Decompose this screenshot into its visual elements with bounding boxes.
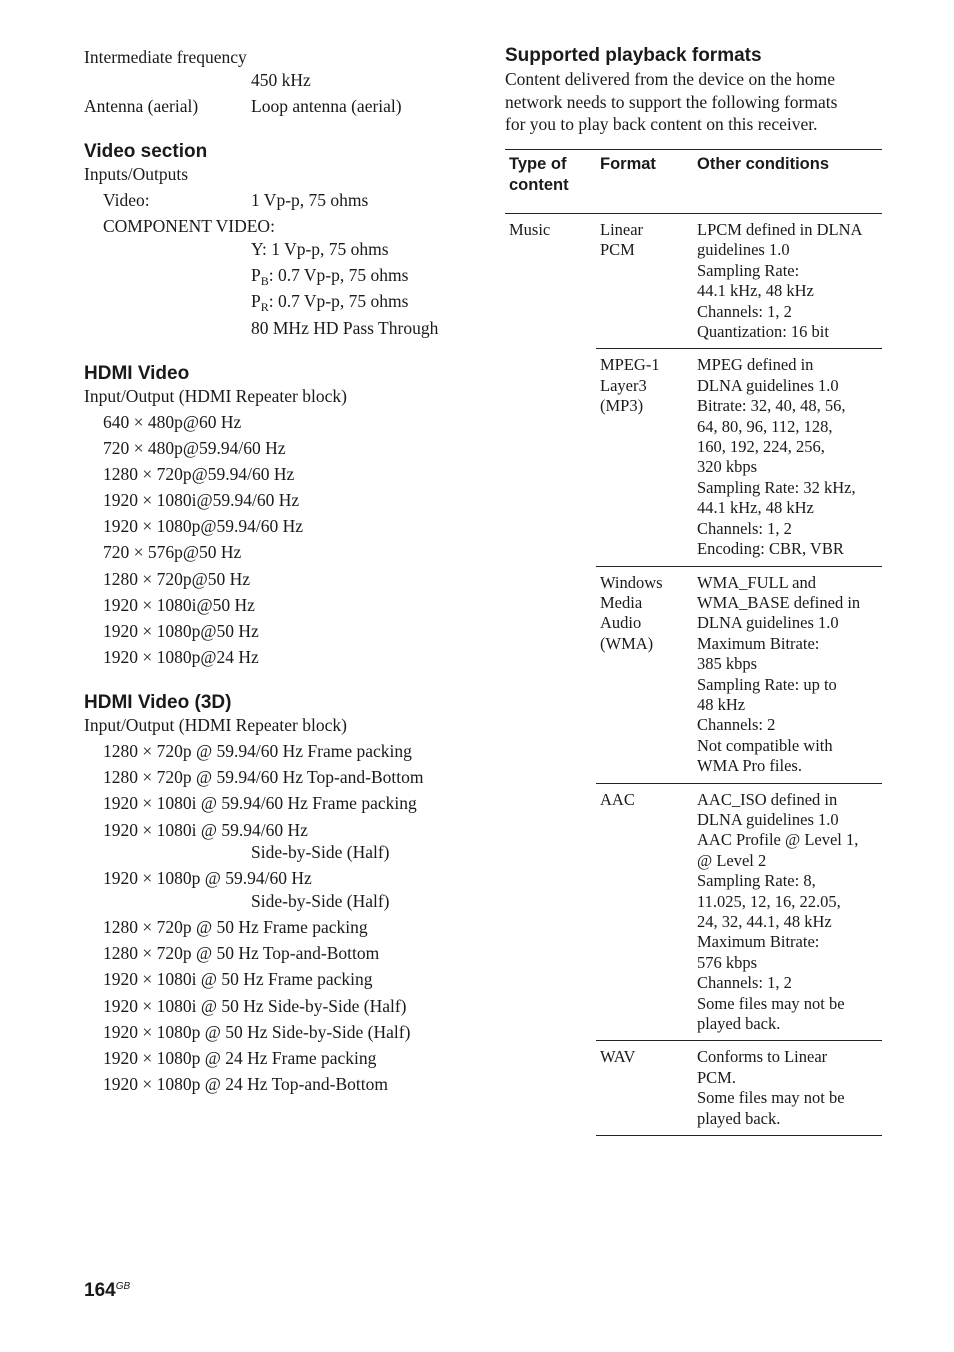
conditions-cell: MPEG defined in DLNA guidelines 1.0 Bitrate: 32, 40, 48, 56, 64, 80, 96, 112, 128, 160, 192, 224, 256, 320 kbps Sampling Rate: 32 kHz, 44.1 kHz, 48 kHz Channels: 1, 2 Encoding: CBR, VBR: [693, 349, 882, 566]
hdmi-3d-item-cont: Side-by-Side (Half): [251, 842, 390, 862]
if-label: Intermediate frequency: [84, 47, 247, 67]
antenna-value: Loop antenna (aerial): [251, 96, 402, 116]
format-cell: WAV: [596, 1041, 693, 1136]
hdmi-video-heading: HDMI Video: [84, 363, 190, 384]
pr-value: $P_R$: 0.7 Vp-p, 75 ohms: [251, 291, 409, 314]
format-cell: AAC: [596, 783, 693, 1041]
antenna-label: Antenna (aerial): [84, 96, 199, 116]
hdmi-format-item: 1920 × 1080p@59.94/60 Hz: [103, 516, 304, 536]
page-region-suffix: GB: [115, 1281, 131, 1292]
hdmi-format-item: 1280 × 720p@50 Hz: [103, 569, 251, 589]
col-header-format: Format: [596, 150, 693, 214]
component-label: COMPONENT VIDEO:: [103, 216, 275, 236]
intro-line: Content delivered from the device on the home: [505, 69, 835, 89]
hdmi-3d-item: 1920 × 1080i @ 59.94/60 Hz Frame packing: [103, 793, 417, 813]
hdmi-3d-item: 1920 × 1080p @ 24 Hz Top-and-Bottom: [103, 1074, 388, 1094]
hdmi-format-item: 1920 × 1080p@24 Hz: [103, 647, 259, 667]
hdmi-3d-item: 1920 × 1080p @ 59.94/60 Hz: [103, 868, 312, 888]
hdmi-3d-item: 1920 × 1080i @ 50 Hz Side-by-Side (Half): [103, 996, 407, 1016]
intro-line: network needs to support the following formats: [505, 91, 838, 112]
if-value: 450 kHz: [251, 70, 311, 90]
video-section-heading: Video section: [84, 141, 208, 162]
hdmi-format-item: 1920 × 1080i@59.94/60 Hz: [103, 490, 300, 510]
table-row: [505, 214, 882, 349]
video-value: 1 Vp-p, 75 ohms: [251, 190, 369, 210]
video-io-label: Inputs/Outputs: [84, 164, 189, 184]
conditions-cell: WMA_FULL and WMA_BASE defined in DLNA guidelines 1.0 Maximum Bitrate: 385 kbps Sampling Rate: up to 48 kHz Channels: 2 Not compatible with WMA Pro files.: [693, 566, 882, 783]
col-header-conditions: Other conditions: [693, 150, 882, 214]
hdmi-3d-io-label: Input/Output (HDMI Repeater block): [84, 715, 347, 735]
pb-value: $P_B$: 0.7 Vp-p, 75 ohms: [251, 265, 409, 288]
hdmi-format-item: 1280 × 720p@59.94/60 Hz: [103, 464, 295, 484]
table-header-row: [505, 150, 882, 214]
hdmi-3d-item: 1920 × 1080i @ 50 Hz Frame packing: [103, 969, 373, 989]
hdmi-format-item: 720 × 480p@59.94/60 Hz: [103, 438, 286, 458]
passthrough-value: 80 MHz HD Pass Through: [251, 318, 439, 338]
hdmi-3d-item: 1280 × 720p @ 50 Hz Top-and-Bottom: [103, 943, 380, 963]
conditions-cell: Conforms to Linear PCM. Some files may not be played back.: [693, 1041, 882, 1136]
hdmi-3d-item: 1280 × 720p @ 59.94/60 Hz Top-and-Bottom: [103, 767, 424, 787]
hdmi-3d-heading: HDMI Video (3D): [84, 692, 232, 713]
playback-intro: [505, 68, 837, 136]
hdmi-3d-item: 1920 × 1080p @ 50 Hz Side-by-Side (Half): [103, 1022, 411, 1042]
format-cell: Linear PCM: [600, 220, 644, 260]
hdmi-io-label: Input/Output (HDMI Repeater block): [84, 386, 347, 406]
hdmi-3d-item: 1920 × 1080p @ 24 Hz Frame packing: [103, 1048, 377, 1068]
page-number: $164^{GB}$: [84, 1280, 131, 1301]
hdmi-format-item: 1920 × 1080i@50 Hz: [103, 595, 255, 615]
hdmi-3d-item: 1920 × 1080i @ 59.94/60 Hz: [103, 820, 308, 840]
conditions-cell: LPCM defined in DLNA guidelines 1.0 Sampling Rate: 44.1 kHz, 48 kHz Channels: 1, 2 Quantization: 16 bit: [697, 220, 863, 342]
hdmi-3d-item: 1280 × 720p @ 50 Hz Frame packing: [103, 917, 368, 937]
hdmi-format-item: 720 × 576p@50 Hz: [103, 542, 242, 562]
content-type-cell: Music: [509, 220, 551, 239]
format-cell: Windows Media Audio (WMA): [596, 566, 693, 783]
col-header-type: Type of content: [505, 150, 596, 214]
conditions-cell: AAC_ISO defined in DLNA guidelines 1.0 AAC Profile @ Level 1, @ Level 2 Sampling Rate: 8, 11.025, 12, 16, 22.05, 24, 32, 44.1, 48 kHz Maximum Bitrate: 576 kbps Channels: 1, 2 Some files may not be played back.: [693, 783, 882, 1041]
hdmi-3d-item: 1280 × 720p @ 59.94/60 Hz Frame packing: [103, 741, 412, 761]
hdmi-3d-item-cont: Side-by-Side (Half): [251, 891, 390, 911]
video-label: Video:: [103, 190, 150, 210]
hdmi-format-item: 640 × 480p@60 Hz: [103, 412, 242, 432]
y-value: Y: 1 Vp-p, 75 ohms: [251, 239, 389, 259]
hdmi-format-item: 1920 × 1080p@50 Hz: [103, 621, 259, 641]
playback-formats-table: [505, 149, 882, 1136]
playback-formats-heading: Supported playback formats: [505, 45, 762, 66]
intro-line: for you to play back content on this receiver.: [505, 114, 818, 134]
format-cell: MPEG-1 Layer3 (MP3): [596, 349, 693, 566]
